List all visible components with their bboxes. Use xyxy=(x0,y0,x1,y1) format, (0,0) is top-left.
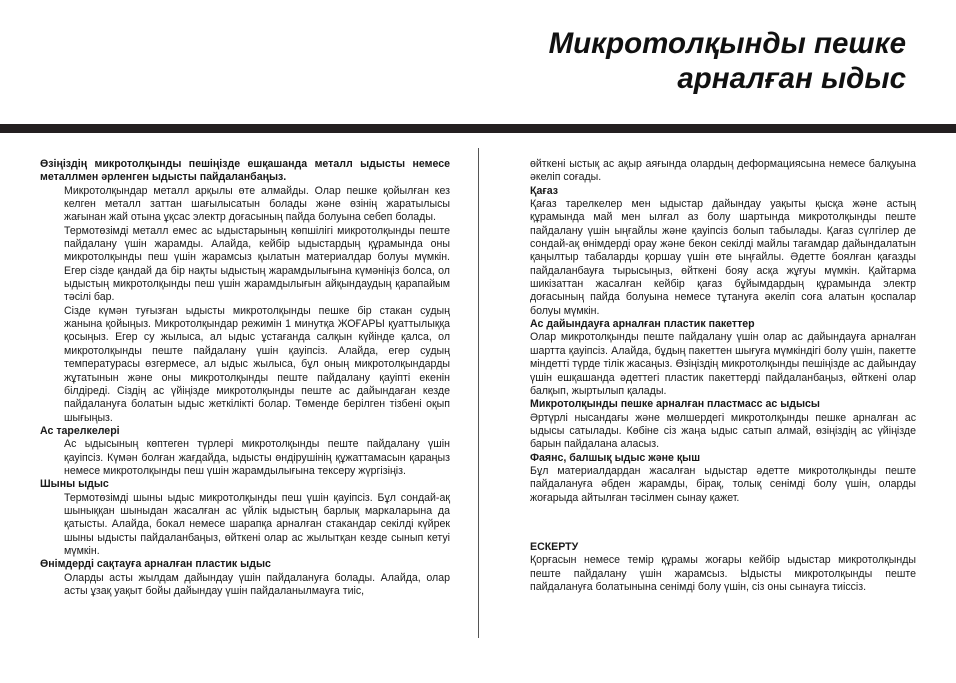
page-title-line-2: арналған ыдыс xyxy=(677,62,906,95)
paragraph-metal: Микротолқындар металл арқылы өте алмайды. Олар пешке қойылған кез келген металл заттан шағылысатын болады және өзінің жаратылысы жағынан жай отына ұқсас электр доғасының пайда болуына себеп болады. xyxy=(64,184,450,224)
section-text-plates: Ас ыдысының көптеген түрлері микротолқынды пеште пайдалану үшін қауіпсіз. Күмән болған жағдайда, ыдысты өндірушінің құжаттамасын қараңыз немесе микротолқынды пеш үшін жарамдылығына тексеру жүргізіңіз. xyxy=(64,438,450,477)
page-title xyxy=(549,26,906,96)
section-heading-glass: Шыны ыдыс xyxy=(40,478,109,491)
note-text: Қорғасын немесе темір құрамы жоғары кейбір ыдыстар микротолқынды пеште пайдалану үшін жарамсыз. Ыдысты микротолқынды пеште пайдалануға болатынына сенімді болу үшін, сіз оны сынауға тиіссіз. xyxy=(530,554,916,593)
section-text-plastic-bags: Олар микротолқынды пеште пайдалану үшін олар ас дайындауға арналған шартта қауіпсіз. Алайда, бұдың пакеттен шығуға мүмкіндігі болу үшін, пакетте міндетті түрде тілік жасаңыз. Өзіңіздің микротолқынды пешіңізде ас дайындау үшін ешқашанда әдеттегі пластик пакеттерді пайдаланбаңыз, өйткені олар балқып, жыртылып қалады. xyxy=(530,331,916,397)
page-title-line-1: Микротолқынды пешке xyxy=(548,27,906,60)
section-heading-paper: Қағаз xyxy=(530,184,559,197)
section-text-glass: Термотөзімді шыны ыдыс микротолқынды пеш үшін қауіпсіз. Бұл сондай-ақ шыныққан шыныдан жасалған ас үйлік ыдыстың барлық маркаларына да қатысты. Алайда, бокал немесе шарапқа арналған стакандар секілді күйрек шыны ыдысты пайдаланбаңыз, өйткені олар ас жылытқан кезде сынып кетуі мүмкін. xyxy=(64,491,450,557)
right-column xyxy=(530,158,916,594)
section-text-paper: Қағаз тарелкелер мен ыдыстар дайындау уақыты қысқа және астың құрамында май мен ылғал аз болу шартында микротолқынды пеште пайдалану үшін ыңғайлы және қауіпсіз болып табылады. Қағаз сүлгілер де сондай-ақ өнімдерді орау және бекон секілді майлы тағамдар дайындалатын қаңылтыр табаларды қоршау үшін өте ыңғайлы. Әдетте боялған қағазды пайдаланбауға тырысыңыз, өйткені бояу асқа жұғуы мүмкін. Қайтарма шикізаттан жасалған кейбір қағаз бұйымдардың құрамында электр доғасының пайда болуына немесе тұтануға әкеліп соға алатын қоспалар болуы мүмкін. xyxy=(530,198,916,317)
section-text-plastic-storage: Оларды асты жылдам дайындау үшін пайдалануға болады. Алайда, олар асты ұзақ уақыт бойы дайындау үшін пайдаланылмауға тиіс, xyxy=(64,571,450,597)
section-heading-faience: Фаянс, балшық ыдыс және қыш xyxy=(530,451,701,464)
section-text-plastic-storage-continued: өйткені ыстық ас ақыр аяғында олардың деформациясына немесе балқуына әкеліп соғады. xyxy=(530,158,916,184)
note-heading: ЕСКЕРТУ xyxy=(530,540,579,553)
column-divider xyxy=(478,148,479,638)
header-rule xyxy=(0,124,956,133)
section-heading-plates: Ас тарелкелері xyxy=(40,424,120,437)
paragraph-test-method: Сізде күмән туғызған ыдысты микротолқынды пешке бір стакан судың жанына қойыңыз. Микротолқындар режимін 1 минутқа ЖОҒАРЫ қуаттылыққа қосыңыз. Егер су жылыса, ал ыдыс ұстағанда салқын күйінде қалса, ол микротолқынды пеште пайдалану үшін қауіпсіз. Алайда, егер судың температурасы өзгермесе, ал ыдыс жылыса, бұл оның микротолқындарды жұтатынын және оны микротолқынды пеште пайдалану қауіпті екенін білдіреді. Сіздің ас үйіңізде микротолқынды пеште ас дайындаған кезде пайдалануға болатын ыдыс жеткілікті болар. Төменде берілген тізбені оқып шығыңыз. xyxy=(64,304,450,424)
left-column xyxy=(40,158,450,598)
section-heading-plastic-bags: Ас дайындауға арналған пластик пакеттер xyxy=(530,318,755,331)
section-text-faience: Бұл материалдардан жасалған ыдыстар әдетте микротолқынды пеште пайдалануға әбден жарамды, бірақ, толық сенімді болу үшін, оларды жоғарыда айтылған тәсілмен сынау қажет. xyxy=(530,464,916,504)
note-block xyxy=(530,541,916,594)
section-text-plastic-dishes: Әртүрлі нысандағы және мөлшердегі микротолқынды пешке арналған ас ыдысы сатылады. Көбіне сіз жаңа ыдыс сатып алмай, өзіңіздің ас үйіңізде барын пайдалана аласыз. xyxy=(530,411,916,451)
warning-heading: Өзіңіздің микротолқынды пешіңізде ешқашанда металл ыдысты немесе металлмен әрленген ыдысты пайдаланбаңыз. xyxy=(40,158,450,184)
section-heading-plastic-dishes: Микротолқынды пешке арналған пластмасс ас ыдысы xyxy=(530,398,820,411)
section-heading-plastic-storage: Өнімдерді сақтауға арналған пластик ыдыс xyxy=(40,558,271,571)
paragraph-heat-resistant: Термотөзімді металл емес ас ыдыстарының көпшілігі микротолқынды пеште пайдалану үшін жарамды. Алайда, кейбір ыдыстардың құрамында оны микротолқынды пеш үшін жарамсыз қылатын материалдар болуы мүмкін. Егер сізде қандай да бір нақты ыдыстың жарамдылығына күмәніңіз болса, ол ыдыстың микротолқынды пеш үшін жарамдылығын айқындаудың қарапайым тәсілі бар. xyxy=(64,224,450,304)
